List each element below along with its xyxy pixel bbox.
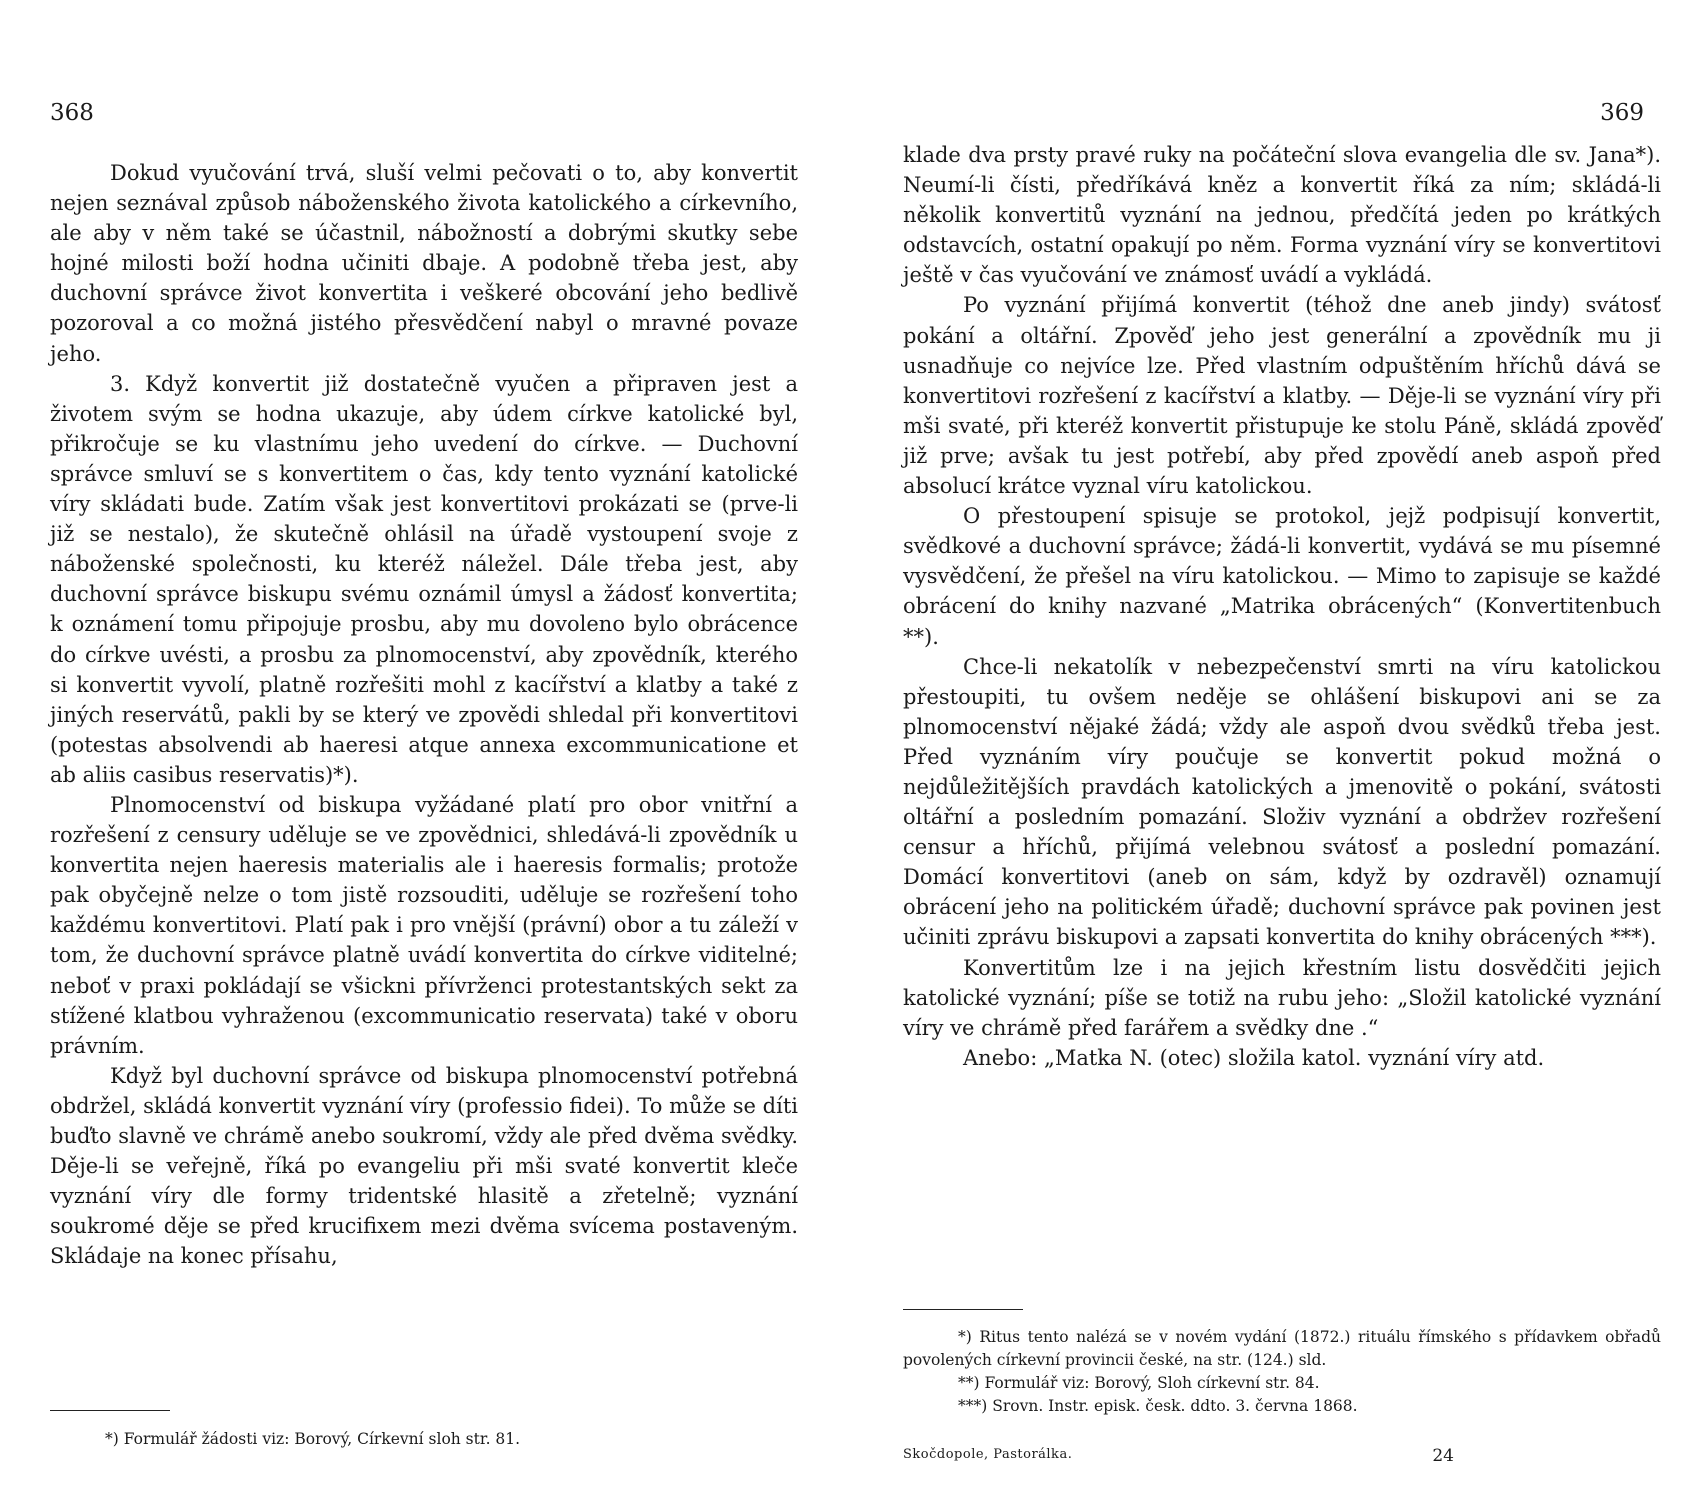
page-number-left: 368: [50, 100, 94, 126]
footnotes-right: [903, 1326, 1661, 1418]
right-body-text: [903, 140, 1661, 1073]
page-number-right: 369: [1600, 100, 1644, 126]
paragraph: Anebo: „Matka N. (otec) složila katol. vyznání víry atd.: [963, 1045, 1545, 1070]
footnote: **) Formulář viz: Borový, Sloh církevní str. 84.: [958, 1374, 1320, 1392]
footnote-divider: [50, 1410, 170, 1411]
sheet-number: 24: [1432, 1446, 1454, 1466]
paragraph: 3. Když konvertit již dostatečně vyučen a připraven jest a životem svým se hodna ukazuje, aby údem církve katolické byl, přikročuje se ku vlastnímu jeho uvedení do církve. — Duchovní správce smluví se s konvertitem o čas, kdy tento vyznání katolické víry skládati bude. Zatím však jest konvertitovi prokázati se (prve-li již se nestalo), že skutečně ohlásil na úřadě vystoupení svoje z náboženské společnosti, ku kteréž náležel. Dále třeba jest, aby duchovní správce biskupu svému oznámil úmysl a žádosť konvertita; k oznámení tomu připojuje prosbu, aby mu dovoleno bylo obrácence do církve uvésti, a prosbu za plnomocenství, aby zpovědník, kterého si konvertit vyvolí, platně rozřešiti mohl z kacířství a klatby a také z jiných reservátů, pakli by se který ve zpovědi shledal při konvertitovi (potestas absolvendi ab haeresi atque annexa excommunicatione et ab aliis casibus reservatis)*).: [50, 371, 798, 787]
paragraph: Konvertitům lze i na jejich křestním listu dosvědčiti jejich katolické vyznání; píše se totiž na rubu jeho: „Složil katolické vyznání víry ve chrámě před farářem a svědky dne .“: [903, 955, 1661, 1040]
paragraph: Dokud vyučování trvá, sluší velmi pečovati o to, aby konvertit nejen seznával způsob náboženského života katolického a církevního, ale aby v něm také se účastnil, nábožností a dobrými skutky sebe hojné milosti boží hodna učiniti dbaje. A podobně třeba jest, aby duchovní správce život konvertita i veškeré obcování jeho bedlivě pozoroval a co možná jistého přesvědčení nabyl o mravné povaze jeho.: [50, 161, 798, 366]
paragraph: Chce-li nekatolík v nebezpečenství smrti na víru katolickou přestoupiti, tu ovšem neděje se ohlášení biskupovi ani se za plnomocenství nějaké žádá; vždy ale aspoň dvou svědků třeba jest. Před vyznáním víry poučuje se konvertit pokud možná o nejdůležitějších pravdách katolických a jmenovitě o pokání, svátosti oltářní a posledním pomazání. Složiv vyznání a obdržev rozřešení censur a hříchů, přijímá velebnou svátosť a poslední pomazání. Domácí konvertitovi (aneb on sám, když by ozdravěl) oznamují obrácení jeho na politickém úřadě; duchovní správce pak povinen jest učiniti zprávu biskupovi a zapsati konvertita do knihy obrácených ***).: [903, 654, 1661, 950]
paragraph: Když byl duchovní správce od biskupa plnomocenství potřebná obdržel, skládá konvertit vyznání víry (professio fidei). To může se díti buďto slavně ve chrámě anebo soukromí, vždy ale před dvěma svědky. Děje-li se veřejně, říká po evangeliu při mši svaté konvertit klečе vyznání víry dle formy tridentské hlasitě a zřetelně; vyznání soukromé děje se před krucifixem mezi dvěma svícema postaveným. Skládaje na konec přísahu,: [50, 1063, 798, 1269]
paragraph: Po vyznání přijímá konvertit (téhož dne aneb jindy) svátosť pokání a oltářní. Zpověď jeho jest generální a zpovědník mu ji usnadňuje co nejvíce lze. Před vlastním odpuštěním hříchů dává se konvertitovi rozřešení z kacířství a klatby. — Děje-li se vyznání víry při mši svaté, při kteréž konvertit přistupuje ke stolu Páně, skládá zpověď již prve; avšak tu jest potřebí, aby před zpovědí aneb aspoň před absolucí krátce vyznal víru katolickou.: [903, 293, 1661, 499]
footnote-divider: [903, 1309, 1023, 1310]
footnote: *) Ritus tento nalézá se v novém vydání (1872.) rituálu římského s přídavkem obřadů povolených církevní provincii české, na str. (124.) sld.: [903, 1328, 1661, 1369]
left-body-text: [50, 158, 798, 1271]
footnotes-left: [50, 1428, 798, 1451]
footnote: *) Formulář žádosti viz: Borový, Církevní sloh str. 81.: [105, 1430, 521, 1448]
paragraph: O přestoupení spisuje se protokol, jejž podpisují konvertit, svědkové a duchovní správce; žádá-li konvertit, vydává se mu písemné vysvědčení, že přešel na víru katolickou. — Mimo to zapisuje se každé obrácení do knihy nazvané „Matrika obrácených“ (Konvertitenbuch **).: [903, 504, 1661, 649]
paragraph: Plnomocenství od biskupa vyžádané platí pro obor vnitřní a rozřešení z censury uděluje se ve zpovědnici, shledává-li zpovědník u konvertita nejen haeresis materialis ale i haeresis formalis; protože pak obyčejně nelze o tom jistě rozsouditi, uděluje se rozřešení toho každému konvertitovi. Platí pak i pro vnější (právní) obor a tu záleží v tom, že duchovní správce platně uvádí konvertita do církve viditelné; neboť v praxi pokládají se všickni přívrženci protestantských sekt za stížené klatbou vyhraženou (excommunicatio reservata) také v oboru právním.: [50, 792, 798, 1058]
signature-mark: Skočdopole, Pastorálka.: [903, 1447, 1073, 1462]
right-page: [844, 0, 1688, 1501]
footnote: ***) Srovn. Instr. episk. česk. ddto. 3. června 1868.: [958, 1397, 1358, 1415]
paragraph: klade dva prsty pravé ruky na počáteční slova evangelia dle sv. Jana*). Neumí-li čísti, předříkává kněz a konvertit říká za ním; skládá-li několik konvertitů vyznání na jednou, předčítá jeden po krátkých odstavcích, ostatní opakují po něm. Forma vyznání víry se konvertitovi ještě v čas vyučování ve známosť uvádí a vykládá.: [903, 143, 1661, 288]
